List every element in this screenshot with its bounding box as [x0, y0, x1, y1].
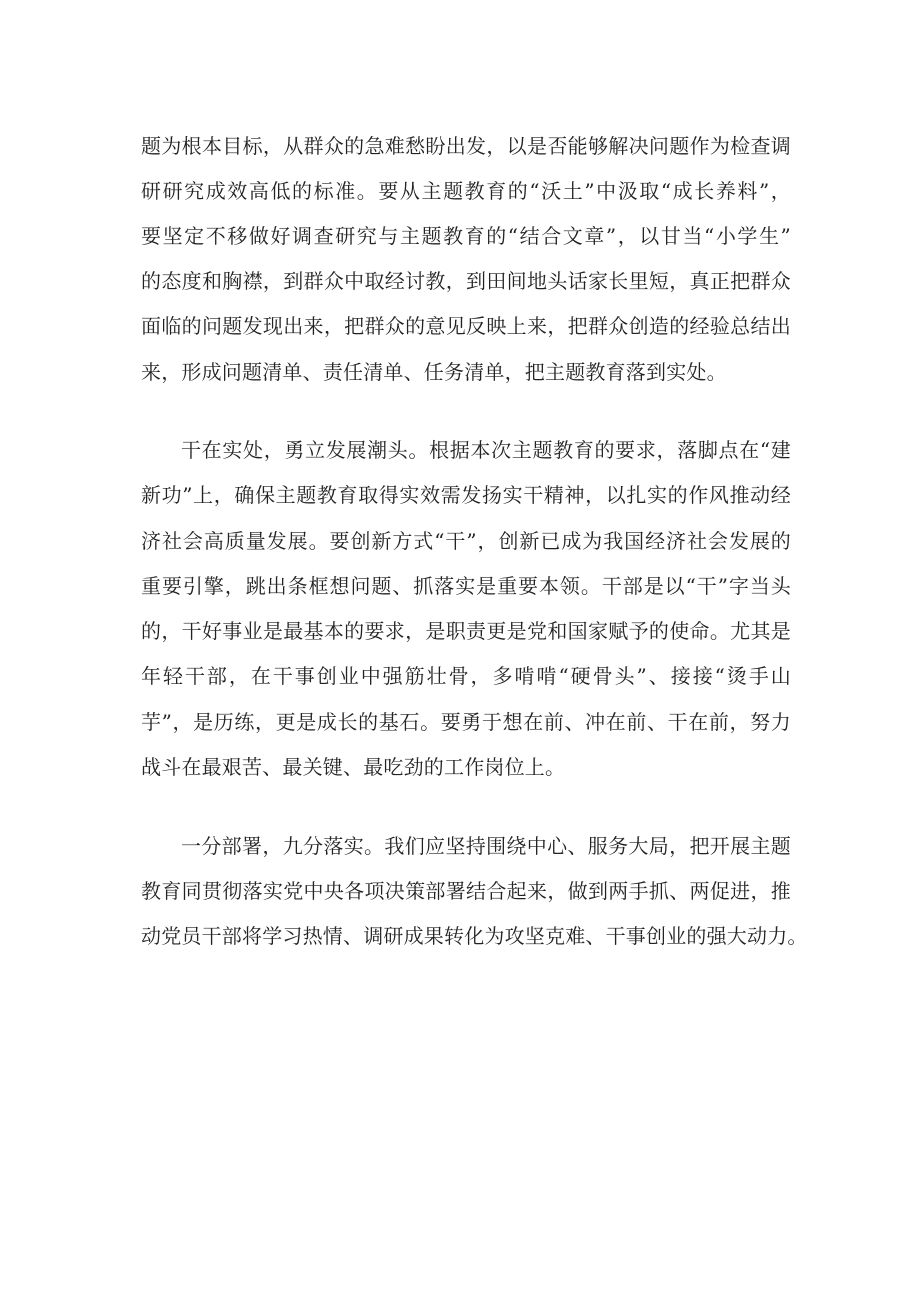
- text-line: 动党员干部将学习热情、调研成果转化为攻坚克难、干事创业的强大动力。: [141, 924, 808, 948]
- text-line: 研研究成效高低的标准。要从主题教育的“沃土”中汲取“成长养料”，: [141, 179, 791, 203]
- text-line: 战斗在最艰苦、最关键、最吃劲的工作岗位上。: [141, 755, 566, 779]
- text-line: 教育同贯彻落实党中央各项决策部署结合起来，做到两手抓、两促进，推: [141, 879, 791, 903]
- text-line: 芋”，是历练，更是成长的基石。要勇于想在前、冲在前、干在前，努力: [141, 710, 791, 734]
- text-line: 新功”上，确保主题教育取得实效需发扬实干精神，以扎实的作风推动经: [141, 483, 791, 507]
- text-line: 面临的问题发现出来，把群众的意见反映上来，把群众创造的经验总结出: [141, 314, 791, 338]
- text-line: 的，干好事业是最基本的要求，是职责更是党和国家赋予的使命。尤其是: [141, 619, 791, 643]
- text-line: 的态度和胸襟，到群众中取经讨教，到田间地头话家长里短，真正把群众: [141, 269, 791, 293]
- text-line: 重要引擎，跳出条框想问题、抓落实是重要本领。干部是以“干”字当头: [141, 574, 791, 598]
- text-line: 来，形成问题清单、责任清单、任务清单，把主题教育落到实处。: [141, 360, 727, 384]
- text-line: 年轻干部，在干事创业中强筋壮骨，多啃啃“硬骨头”、接接“烫手山: [141, 664, 791, 688]
- text-line: 干在实处，勇立发展潮头。根据本次主题教育的要求，落脚点在“建: [181, 438, 791, 462]
- text-line: 一分部署，九分落实。我们应坚持围绕中心、服务大局，把开展主题: [181, 834, 791, 858]
- text-line: 济社会高质量发展。要创新方式“干”，创新已成为我国经济社会发展的: [141, 529, 791, 553]
- text-line: 要坚定不移做好调查研究与主题教育的“结合文章”，以甘当“小学生”: [141, 224, 791, 248]
- text-line: 题为根本目标，从群众的急难愁盼出发，以是否能够解决问题作为检查调: [141, 134, 791, 158]
